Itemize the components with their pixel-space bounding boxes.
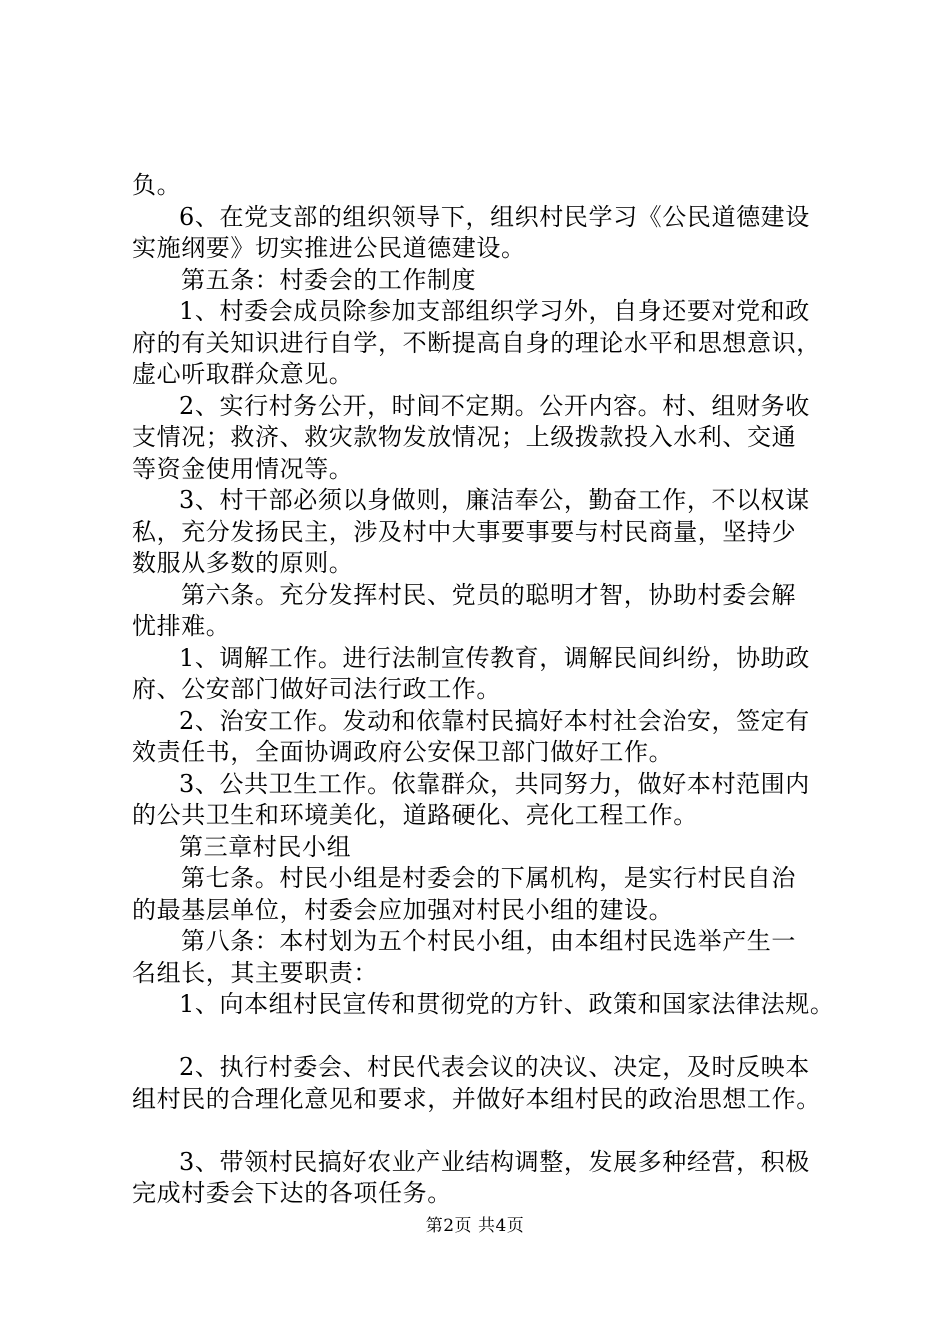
text-line: 私，充分发扬民主，涉及村中大事要事要与村民商量，坚持少 (132, 517, 797, 546)
text-line: 第五条：村委会的工作制度 (181, 265, 477, 294)
text-line: 1、向本组村民宣传和贯彻党的方针、政策和国家法律法规。 (179, 990, 835, 1018)
document-body (132, 170, 852, 1210)
page-number-label: 第2页 共4页 (425, 1216, 525, 1236)
text-line: 数服从多数的原则。 (132, 549, 354, 577)
text-line: 实施纲要》切实推进公民道德建设。 (132, 234, 526, 262)
text-line: 1、调解工作。进行法制宣传教育，调解民间纠纷，协助政 (179, 643, 810, 672)
text-line: 虚心听取群众意见。 (132, 360, 354, 388)
text-line: 名组长，其主要职责： (132, 958, 378, 987)
text-line: 第七条。村民小组是村委会的下属机构，是实行村民自治 (181, 864, 796, 892)
text-line: 6、在党支部的组织领导下，组织村民学习《公民道德建设 (179, 202, 810, 231)
text-line: 2、执行村委会、村民代表会议的决议、决定，及时反映本 (179, 1053, 810, 1081)
blank-line (132, 1021, 852, 1053)
page-footer (0, 1215, 950, 1237)
text-line: 2、治安工作。发动和依靠村民搞好本村社会治安，签定有 (179, 706, 810, 735)
text-line: 支情况；救济、救灾款物发放情况；上级拨款投入水利、交通 (132, 423, 797, 451)
text-line: 2、实行村务公开，时间不定期。公开内容。村、组财务收 (179, 391, 810, 420)
text-line: 第六条。充分发挥村民、党员的聪明才智，协助村委会解 (181, 580, 796, 609)
text-line: 1、村委会成员除参加支部组织学习外，自身还要对党和政 (179, 297, 810, 325)
text-line: 府、公安部门做好司法行政工作。 (132, 675, 501, 703)
text-line: 效责任书，全面协调政府公安保卫部门做好工作。 (132, 738, 674, 766)
text-line: 的公共卫生和环境美化，道路硬化、亮化工程工作。 (132, 801, 698, 829)
text-line: 3、带领村民搞好农业产业结构调整，发展多种经营，积极 (179, 1147, 810, 1176)
text-line: 等资金使用情况等。 (132, 454, 354, 483)
text-line: 忧排难。 (132, 612, 231, 640)
blank-line (132, 1115, 852, 1147)
text-line: 的最基层单位，村委会应加强对村民小组的建设。 (132, 895, 674, 924)
text-line: 负。 (132, 171, 182, 199)
text-line: 3、公共卫生工作。依靠群众，共同努力，做好本村范围内 (179, 769, 810, 798)
text-line: 完成村委会下达的各项任务。 (132, 1179, 452, 1207)
text-line: 第三章村民小组 (179, 832, 352, 861)
text-line: 组村民的合理化意见和要求，并做好本组村民的政治思想工作。 (132, 1084, 821, 1113)
text-line: 府的有关知识进行自学，不断提高自身的理论水平和思想意识， (132, 328, 821, 357)
text-line: 第八条：本村划为五个村民小组，由本组村民选举产生一 (181, 927, 796, 955)
text-line: 3、村干部必须以身做则，廉洁奉公，勤奋工作，不以权谋 (179, 486, 810, 514)
